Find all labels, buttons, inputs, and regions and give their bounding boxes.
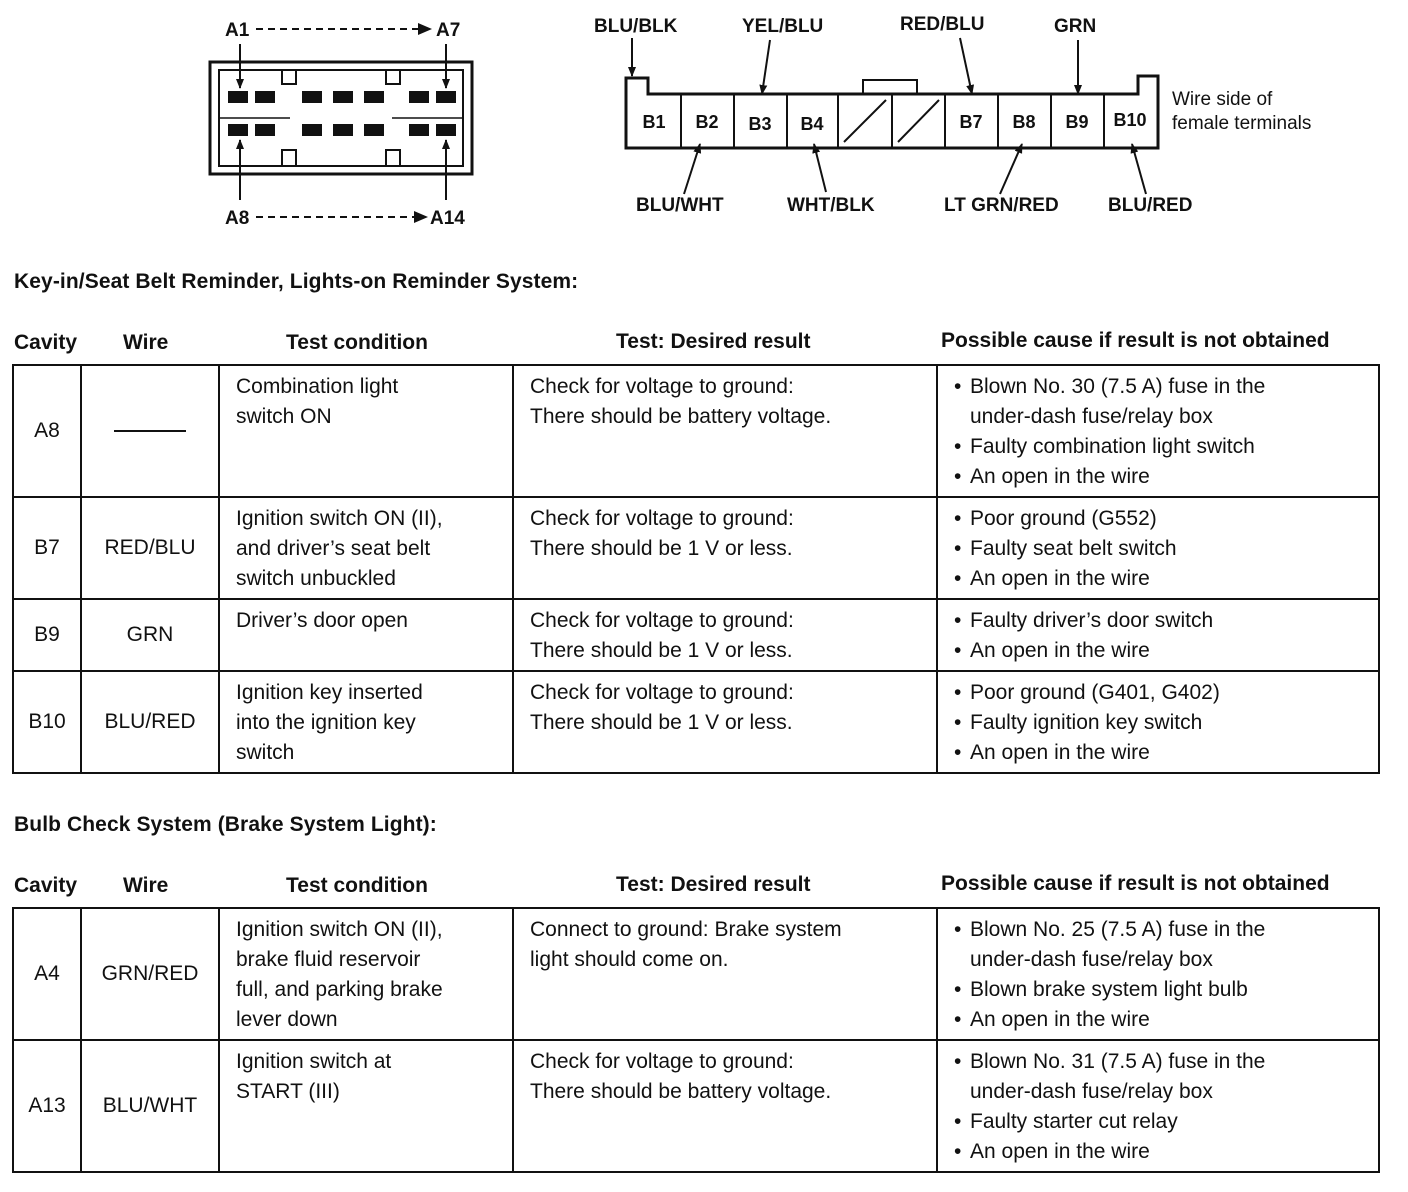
connector-b bbox=[594, 14, 1311, 216]
cause-list bbox=[954, 678, 1368, 768]
label-a7: A7 bbox=[436, 20, 461, 41]
label-a1: A1 bbox=[225, 20, 250, 41]
cause-item: • Blown No. 31 (7.5 A) fuse in the under-dash fuse/relay box bbox=[954, 1047, 1368, 1107]
cause-item: • An open in the wire bbox=[954, 738, 1368, 768]
table-row bbox=[13, 1040, 1379, 1172]
section2-title: Bulb Check System (Brake System Light): bbox=[14, 813, 437, 836]
wire-cell: RED/BLU bbox=[81, 497, 219, 599]
cause-item: • Blown No. 25 (7.5 A) fuse in the under-dash fuse/relay box bbox=[954, 915, 1368, 975]
cause-list bbox=[954, 372, 1368, 492]
causes-cell bbox=[937, 908, 1379, 1040]
condition-cell: Ignition switch ON (II), brake fluid reservoir full, and parking brake lever down bbox=[219, 908, 513, 1040]
table-row bbox=[13, 908, 1379, 1040]
cause-list bbox=[954, 504, 1368, 594]
cause-list bbox=[954, 915, 1368, 1035]
cause-item: • Faulty driver’s door switch bbox=[954, 606, 1368, 636]
condition-cell: Combination light switch ON bbox=[219, 365, 513, 497]
terminal-b4: B4 bbox=[800, 114, 824, 134]
causes-cell bbox=[937, 365, 1379, 497]
wire-cell: GRN/RED bbox=[81, 908, 219, 1040]
cause-item: • Poor ground (G401, G402) bbox=[954, 678, 1368, 708]
wire-label-yel-blu: YEL/BLU bbox=[742, 16, 824, 37]
no-wire-dash bbox=[114, 430, 186, 432]
label-a14: A14 bbox=[430, 208, 465, 229]
wire-cell: GRN bbox=[81, 599, 219, 671]
cause-item: • An open in the wire bbox=[954, 1005, 1368, 1035]
connector-a bbox=[210, 20, 472, 229]
connector-a-pins-bottom bbox=[228, 124, 456, 136]
result-cell: Check for voltage to ground: There should be 1 V or less. bbox=[513, 497, 937, 599]
cavity-cell: B10 bbox=[13, 671, 81, 773]
pointer-b10 bbox=[1132, 144, 1146, 194]
cause-item: • Faulty starter cut relay bbox=[954, 1107, 1368, 1137]
cause-item: • An open in the wire bbox=[954, 1137, 1368, 1167]
cause-list bbox=[954, 606, 1368, 666]
label-a8: A8 bbox=[225, 208, 250, 229]
header-wire-2: Wire bbox=[123, 874, 169, 897]
wire-label-blu-red: BLU/RED bbox=[1108, 195, 1193, 216]
arrowhead-a14 bbox=[414, 211, 428, 223]
result-cell: Check for voltage to ground: There should be battery voltage. bbox=[513, 1040, 937, 1172]
pointer-b2 bbox=[684, 144, 700, 194]
condition-cell: Ignition switch at START (III) bbox=[219, 1040, 513, 1172]
table-row bbox=[13, 599, 1379, 671]
causes-cell bbox=[937, 497, 1379, 599]
arrowhead-a7 bbox=[418, 23, 432, 35]
header-cavity-2: Cavity bbox=[14, 874, 78, 897]
header-desired-result-1: Test: Desired result bbox=[616, 330, 811, 353]
cause-item: • An open in the wire bbox=[954, 462, 1368, 492]
wire-label-red-blu: RED/BLU bbox=[900, 14, 985, 35]
connector-a-key-bottom bbox=[282, 150, 400, 166]
wire-label-grn: GRN bbox=[1054, 16, 1097, 37]
table-row bbox=[13, 497, 1379, 599]
connector-a-pins-top bbox=[228, 91, 456, 103]
wire-cell bbox=[81, 365, 219, 497]
header-cavity-1: Cavity bbox=[14, 331, 78, 354]
causes-cell bbox=[937, 671, 1379, 773]
cause-item: • Faulty seat belt switch bbox=[954, 534, 1368, 564]
condition-cell: Driver’s door open bbox=[219, 599, 513, 671]
wire-cell: BLU/WHT bbox=[81, 1040, 219, 1172]
connector-a-key-top bbox=[282, 70, 400, 84]
wire-label-lt-grn-red: LT GRN/RED bbox=[944, 195, 1059, 216]
cavity-cell: A13 bbox=[13, 1040, 81, 1172]
header-wire-1: Wire bbox=[123, 331, 169, 354]
section1-title: Key-in/Seat Belt Reminder, Lights-on Reminder System: bbox=[14, 270, 579, 293]
terminal-b8: B8 bbox=[1012, 112, 1036, 132]
header-desired-result-2: Test: Desired result bbox=[616, 873, 811, 896]
wire-side-note-line1: Wire side of bbox=[1172, 89, 1273, 110]
cavity-cell: B7 bbox=[13, 497, 81, 599]
pointer-b3 bbox=[762, 40, 770, 94]
wire-side-note-line2: female terminals bbox=[1172, 113, 1312, 134]
cause-item: • An open in the wire bbox=[954, 564, 1368, 594]
terminal-b2: B2 bbox=[695, 112, 719, 132]
causes-cell bbox=[937, 599, 1379, 671]
table-row bbox=[13, 671, 1379, 773]
pointer-b7 bbox=[960, 38, 972, 94]
result-cell: Connect to ground: Brake system light should come on. bbox=[513, 908, 937, 1040]
cause-item: • Faulty ignition key switch bbox=[954, 708, 1368, 738]
pointer-b4 bbox=[814, 144, 826, 192]
cause-item: • Blown No. 30 (7.5 A) fuse in the under-dash fuse/relay box bbox=[954, 372, 1368, 432]
connector-diagrams bbox=[0, 0, 1408, 240]
cause-list bbox=[954, 1047, 1368, 1167]
terminal-b10: B10 bbox=[1113, 110, 1147, 130]
header-possible-cause-2: Possible cause if result is not obtained bbox=[941, 872, 1330, 895]
terminal-b1: B1 bbox=[642, 112, 666, 132]
terminal-b7: B7 bbox=[959, 112, 983, 132]
cavity-cell: A4 bbox=[13, 908, 81, 1040]
table-row bbox=[13, 365, 1379, 497]
cause-item: • Blown brake system light bulb bbox=[954, 975, 1368, 1005]
header-possible-cause-1: Possible cause if result is not obtained bbox=[941, 329, 1330, 352]
condition-cell: Ignition switch ON (II), and driver’s seat belt switch unbuckled bbox=[219, 497, 513, 599]
wire-cell: BLU/RED bbox=[81, 671, 219, 773]
cause-item: • Poor ground (G552) bbox=[954, 504, 1368, 534]
cause-item: • Faulty combination light switch bbox=[954, 432, 1368, 462]
cause-item: • An open in the wire bbox=[954, 636, 1368, 666]
section1-table bbox=[12, 364, 1380, 774]
terminal-b3: B3 bbox=[748, 114, 772, 134]
terminal-b9: B9 bbox=[1065, 112, 1089, 132]
wire-label-wht-blk: WHT/BLK bbox=[787, 195, 875, 216]
header-test-condition-2: Test condition bbox=[286, 874, 428, 897]
pointer-b8 bbox=[1000, 144, 1022, 194]
result-cell: Check for voltage to ground: There should be 1 V or less. bbox=[513, 671, 937, 773]
cavity-cell: B9 bbox=[13, 599, 81, 671]
connector-b-latch bbox=[863, 80, 917, 94]
section2-table bbox=[12, 907, 1380, 1173]
wire-label-blu-wht: BLU/WHT bbox=[636, 195, 724, 216]
header-test-condition-1: Test condition bbox=[286, 331, 428, 354]
cavity-cell: A8 bbox=[13, 365, 81, 497]
result-cell: Check for voltage to ground: There should be battery voltage. bbox=[513, 365, 937, 497]
causes-cell bbox=[937, 1040, 1379, 1172]
result-cell: Check for voltage to ground: There should be 1 V or less. bbox=[513, 599, 937, 671]
condition-cell: Ignition key inserted into the ignition key switch bbox=[219, 671, 513, 773]
connector-b-cell-dividers bbox=[681, 94, 1104, 148]
wire-label-blu-blk: BLU/BLK bbox=[594, 16, 678, 37]
